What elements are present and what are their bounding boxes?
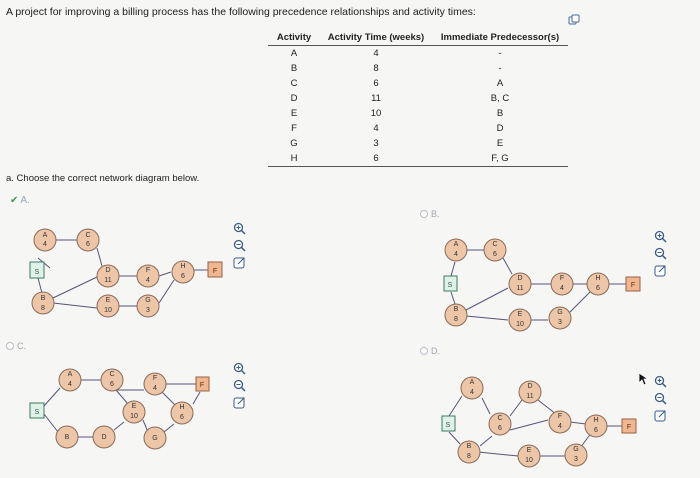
node-time: 6 — [594, 427, 598, 434]
start-label: S — [34, 269, 40, 276]
cell-time: 10 — [370, 108, 382, 119]
diagram-b-tools — [654, 230, 667, 277]
cell-predecessors: E — [496, 138, 504, 149]
node-name: D — [517, 275, 523, 282]
finish-label: F — [630, 282, 636, 289]
node-name: H — [179, 404, 185, 411]
cell-predecessors: B — [496, 108, 504, 119]
node-name: C — [497, 415, 503, 422]
node-time: 8 — [41, 305, 45, 312]
cell-activity: G — [290, 138, 298, 149]
zoom-out-icon[interactable] — [233, 379, 246, 392]
node-name: B — [40, 295, 46, 302]
node-time: 6 — [493, 251, 497, 258]
node-time: 3 — [558, 319, 562, 326]
node-name: A — [67, 371, 73, 378]
zoom-in-icon[interactable] — [233, 362, 246, 375]
node-a-d — [461, 377, 483, 399]
node-time: 4 — [153, 385, 157, 392]
node-name: E — [517, 311, 523, 318]
cell-predecessors: - — [498, 48, 502, 59]
node-time: 4 — [68, 381, 72, 388]
cell-activity: D — [290, 93, 298, 104]
node-time: 11 — [526, 393, 534, 400]
option-b-label: B. — [431, 209, 440, 219]
node-name: B — [466, 443, 472, 450]
node-name: E — [131, 403, 137, 410]
node-name: F — [145, 267, 151, 274]
node-name: A — [469, 379, 475, 386]
start-label: S — [34, 409, 40, 416]
node-name: G — [557, 309, 563, 316]
zoom-out-icon[interactable] — [654, 392, 667, 405]
node-h-d — [585, 415, 607, 437]
popout-icon[interactable] — [654, 264, 667, 277]
finish-label: F — [199, 382, 205, 389]
node-time: 6 — [596, 285, 600, 292]
node-e-d — [518, 445, 540, 467]
cell-predecessors: - — [498, 63, 502, 74]
node-time: 6 — [498, 425, 502, 432]
finish-node-d — [622, 419, 636, 433]
finish-label: F — [212, 268, 218, 275]
question-text: a. Choose the correct network diagram below. — [6, 173, 200, 184]
node-name: B — [64, 434, 70, 441]
cell-time: 11 — [371, 93, 381, 104]
option-d-label: D. — [431, 346, 440, 356]
cell-activity: F — [291, 123, 297, 134]
cell-activity: A — [290, 48, 298, 59]
cell-time: 4 — [373, 48, 379, 59]
node-name: D — [101, 434, 107, 441]
node-time: 4 — [454, 251, 458, 258]
node-time: 10 — [516, 321, 524, 328]
start-node-d — [442, 416, 455, 431]
node-time: 10 — [525, 457, 533, 464]
node-time: 8 — [454, 316, 458, 323]
cell-predecessors: D — [496, 123, 504, 134]
node-d-d — [519, 381, 541, 403]
node-time: 6 — [110, 381, 114, 388]
node-name: H — [180, 263, 186, 270]
node-name: D — [527, 383, 533, 390]
popout-icon[interactable] — [233, 256, 246, 269]
node-name: D — [105, 267, 111, 274]
cell-activity: C — [290, 78, 298, 89]
node-name: A — [42, 232, 48, 239]
finish-label: F — [626, 424, 632, 431]
checkmark-icon: ✔ — [10, 195, 19, 206]
node-time: 6 — [180, 414, 184, 421]
cell-predecessors: F, G — [432, 151, 568, 167]
node-name: F — [557, 413, 563, 420]
node-name: C — [85, 232, 91, 239]
node-time: 10 — [104, 307, 112, 314]
col-header-activity: Activity — [268, 30, 320, 46]
node-time: 11 — [104, 277, 112, 284]
node-name: E — [526, 447, 532, 454]
node-time: 4 — [558, 423, 562, 430]
cell-time: 8 — [373, 63, 379, 74]
col-header-time: Activity Time (weeks) — [320, 30, 432, 46]
node-time: 3 — [574, 456, 578, 463]
node-b-d — [458, 441, 480, 463]
node-time: 4 — [43, 241, 47, 248]
node-time: 8 — [467, 453, 471, 460]
cell-time: 4 — [373, 123, 379, 134]
node-time: 11 — [516, 285, 524, 292]
zoom-out-icon[interactable] — [654, 247, 667, 260]
cell-time: 6 — [373, 78, 379, 89]
diagram-c-tools — [233, 362, 246, 409]
node-time: 10 — [130, 413, 138, 420]
start-label: S — [445, 422, 451, 429]
node-time: 3 — [146, 307, 150, 314]
node-name: C — [109, 371, 115, 378]
cursor-icon — [638, 372, 650, 386]
option-a-label: A. — [20, 195, 30, 206]
node-name: H — [593, 417, 599, 424]
node-name: G — [145, 297, 151, 304]
cell-predecessors: A — [496, 78, 504, 89]
cell-time: 3 — [373, 138, 379, 149]
node-name: G — [152, 435, 158, 442]
start-label: S — [447, 282, 453, 289]
node-time: 6 — [86, 241, 90, 248]
cell-activity: E — [290, 108, 298, 119]
node-time: 4 — [146, 277, 150, 284]
node-c-d — [489, 413, 511, 435]
popout-icon[interactable] — [654, 409, 667, 422]
node-g-d — [565, 444, 587, 466]
node-time: 4 — [470, 389, 474, 396]
diagram-d-tools — [654, 375, 667, 422]
diagram-a-tools — [233, 222, 246, 269]
popout-icon[interactable] — [233, 396, 246, 409]
cell-predecessors: B, C — [490, 93, 510, 104]
zoom-in-icon[interactable] — [654, 230, 667, 243]
cell-time: 6 — [320, 151, 432, 167]
node-name: B — [453, 306, 459, 313]
node-name: G — [573, 446, 579, 453]
problem-statement: A project for improving a billing process has the following precedence relationships and activity times: — [6, 6, 476, 18]
zoom-in-icon[interactable] — [654, 375, 667, 388]
node-f-d — [549, 411, 571, 433]
option-c-label: C. — [17, 341, 26, 351]
node-name: H — [595, 275, 601, 282]
cell-activity: B — [290, 63, 298, 74]
node-name: A — [453, 241, 459, 248]
node-name: F — [152, 375, 158, 382]
node-time: 6 — [181, 273, 185, 280]
node-name: C — [492, 241, 498, 248]
node-name: E — [105, 297, 111, 304]
zoom-out-icon[interactable] — [233, 239, 246, 252]
col-header-predecessors: Immediate Predecessor(s) — [432, 30, 568, 46]
cell-activity: H — [268, 151, 320, 167]
zoom-in-icon[interactable] — [233, 222, 246, 235]
node-name: F — [559, 275, 565, 282]
node-time: 4 — [560, 285, 564, 292]
